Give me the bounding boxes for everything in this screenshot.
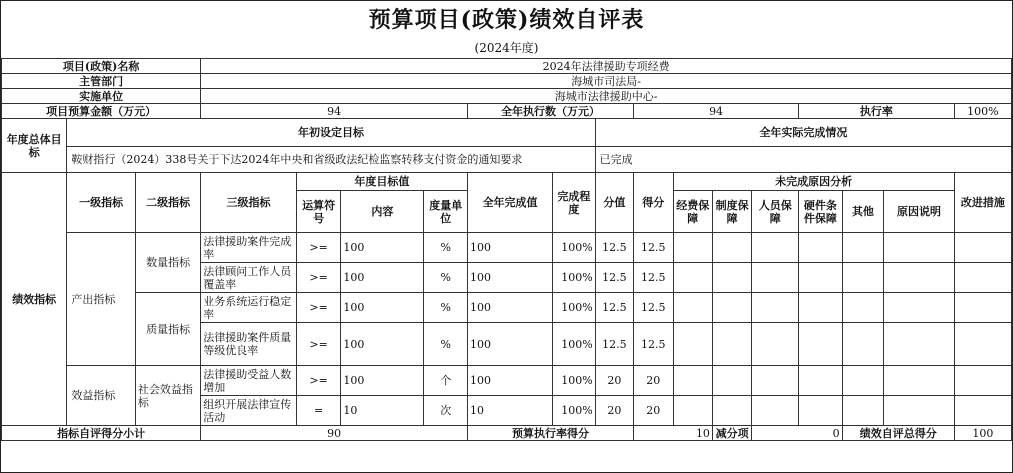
performance-indicators-label: 绩效指标	[2, 173, 67, 426]
year-subtitle: (2024年度)	[474, 41, 539, 55]
actual-cell: 100	[468, 323, 553, 366]
operator-cell: >=	[296, 263, 341, 293]
impl-value: 海城市法律援助中心-	[201, 89, 1012, 104]
overall-goal-label: 年度总体目标	[2, 119, 67, 173]
info-row-name	[2, 59, 1012, 74]
score-cell: 12.5	[634, 293, 673, 323]
deduct-value: 0	[752, 426, 842, 441]
reason-desc-header: 原因说明	[884, 191, 955, 233]
indicator-header-row-1	[2, 173, 1012, 191]
unit-cell: 次	[424, 396, 468, 426]
info-row-budget	[2, 104, 1012, 119]
goals-header-row	[2, 119, 1012, 147]
project-name-label: 项目(政策)名称	[2, 59, 201, 74]
completion-header: 完成程度	[553, 173, 596, 233]
level3-header: 三级指标	[201, 173, 296, 233]
content-cell: 10	[341, 396, 424, 426]
operator-cell: >=	[296, 293, 341, 323]
annual-target-header: 年度目标值	[296, 173, 467, 191]
budget-value: 94	[201, 104, 468, 119]
rate-label: 执行率	[799, 104, 955, 119]
content-cell: 100	[341, 293, 424, 323]
unit-cell: %	[424, 293, 468, 323]
exec-score-label: 预算执行率得分	[468, 426, 634, 441]
goals-value-row	[2, 147, 1012, 173]
content-cell: 100	[341, 233, 424, 263]
weight-cell: 12.5	[595, 323, 633, 366]
subtotal-label: 指标自评得分小计	[2, 426, 201, 441]
unit-cell: %	[424, 263, 468, 293]
benefit-indicator-cell: 效益指标	[67, 366, 136, 426]
actual-value-header: 全年完成值	[468, 173, 553, 233]
operator-cell: >=	[296, 323, 341, 366]
exec-label: 全年执行数（万元）	[468, 104, 634, 119]
weight-cell: 12.5	[595, 293, 633, 323]
info-row-dept	[2, 74, 1012, 89]
page-title: 预算项目(政策)绩效自评表	[368, 7, 645, 33]
initial-goal-label: 年初设定目标	[67, 119, 595, 147]
deduct-label: 减分项	[712, 426, 751, 441]
social-benefit-indicator-cell: 社会效益指标	[135, 366, 200, 426]
unit-cell: %	[424, 233, 468, 263]
weight-cell: 20	[595, 396, 633, 426]
table-row	[2, 293, 1012, 323]
weight-cell: 12.5	[595, 233, 633, 263]
actual-cell: 100	[468, 263, 553, 293]
indicator-name: 法律援助案件质量等级优良率	[201, 323, 296, 366]
unit-cell: 个	[424, 366, 468, 396]
table-row	[2, 233, 1012, 263]
actual-cell: 10	[468, 396, 553, 426]
content-cell: 100	[341, 323, 424, 366]
completion-cell: 100%	[553, 366, 596, 396]
quantity-indicator-cell: 数量指标	[135, 233, 200, 293]
level2-header: 二级指标	[135, 173, 200, 233]
reason-funding-header: 经费保障	[673, 191, 712, 233]
indicator-name: 业务系统运行稳定率	[201, 293, 296, 323]
budget-label: 项目预算金额（万元）	[2, 104, 201, 119]
subtotal-value: 90	[201, 426, 468, 441]
reason-analysis-header: 未完成原因分析	[673, 173, 954, 191]
indicator-name: 法律援助案件完成率	[201, 233, 296, 263]
operator-cell: >=	[296, 233, 341, 263]
evaluation-table	[1, 58, 1012, 441]
content-header: 内容	[341, 191, 424, 233]
operator-header: 运算符号	[296, 191, 341, 233]
footer-row	[2, 426, 1012, 441]
reason-system-header: 制度保障	[712, 191, 751, 233]
level1-header: 一级指标	[67, 173, 136, 233]
unit-cell: %	[424, 323, 468, 366]
actual-cell: 100	[468, 293, 553, 323]
actual-cell: 100	[468, 233, 553, 263]
weight-cell: 12.5	[595, 263, 633, 293]
info-row-impl	[2, 89, 1012, 104]
score-cell: 12.5	[634, 233, 673, 263]
content-cell: 100	[341, 263, 424, 293]
actual-goal-text: 已完成	[595, 147, 1011, 173]
unit-header: 度量单位	[424, 191, 468, 233]
exec-value: 94	[634, 104, 799, 119]
rate-value: 100%	[954, 104, 1011, 119]
operator-cell: >=	[296, 366, 341, 396]
weight-cell: 20	[595, 366, 633, 396]
total-score-label: 绩效自评总得分	[842, 426, 954, 441]
indicator-name: 法律援助受益人数增加	[201, 366, 296, 396]
completion-cell: 100%	[553, 323, 596, 366]
completion-cell: 100%	[553, 396, 596, 426]
score-cell: 12.5	[634, 263, 673, 293]
total-score-value: 100	[954, 426, 1011, 441]
score-cell: 20	[634, 396, 673, 426]
completion-cell: 100%	[553, 233, 596, 263]
improvement-header: 改进措施	[954, 173, 1011, 233]
quality-indicator-cell: 质量指标	[135, 293, 200, 366]
reason-staff-header: 人员保障	[752, 191, 799, 233]
score-header: 得分	[634, 173, 673, 233]
exec-score-value: 10	[634, 426, 713, 441]
impl-label: 实施单位	[2, 89, 201, 104]
indicator-name: 法律顾问工作人员覆盖率	[201, 263, 296, 293]
score-cell: 20	[634, 366, 673, 396]
operator-cell: =	[296, 396, 341, 426]
weight-header: 分值	[595, 173, 633, 233]
completion-cell: 100%	[553, 263, 596, 293]
indicator-name: 组织开展法律宣传活动	[201, 396, 296, 426]
score-cell: 12.5	[634, 323, 673, 366]
project-name-value: 2024年法律援助专项经费	[201, 59, 1012, 74]
table-row	[2, 366, 1012, 396]
actual-goal-label: 全年实际完成情况	[595, 119, 1011, 147]
output-indicator-cell: 产出指标	[67, 233, 136, 366]
dept-label: 主管部门	[2, 74, 201, 89]
initial-goal-text: 鞍财指行（2024）338号关于下达2024年中央和省级政法纪检监察转移支付资金的通知要求	[67, 147, 595, 173]
completion-cell: 100%	[553, 293, 596, 323]
reason-other-header: 其他	[842, 191, 884, 233]
content-cell: 100	[341, 366, 424, 396]
reason-hardware-header: 硬件条件保障	[799, 191, 843, 233]
dept-value: 海城市司法局-	[201, 74, 1012, 89]
actual-cell: 100	[468, 366, 553, 396]
